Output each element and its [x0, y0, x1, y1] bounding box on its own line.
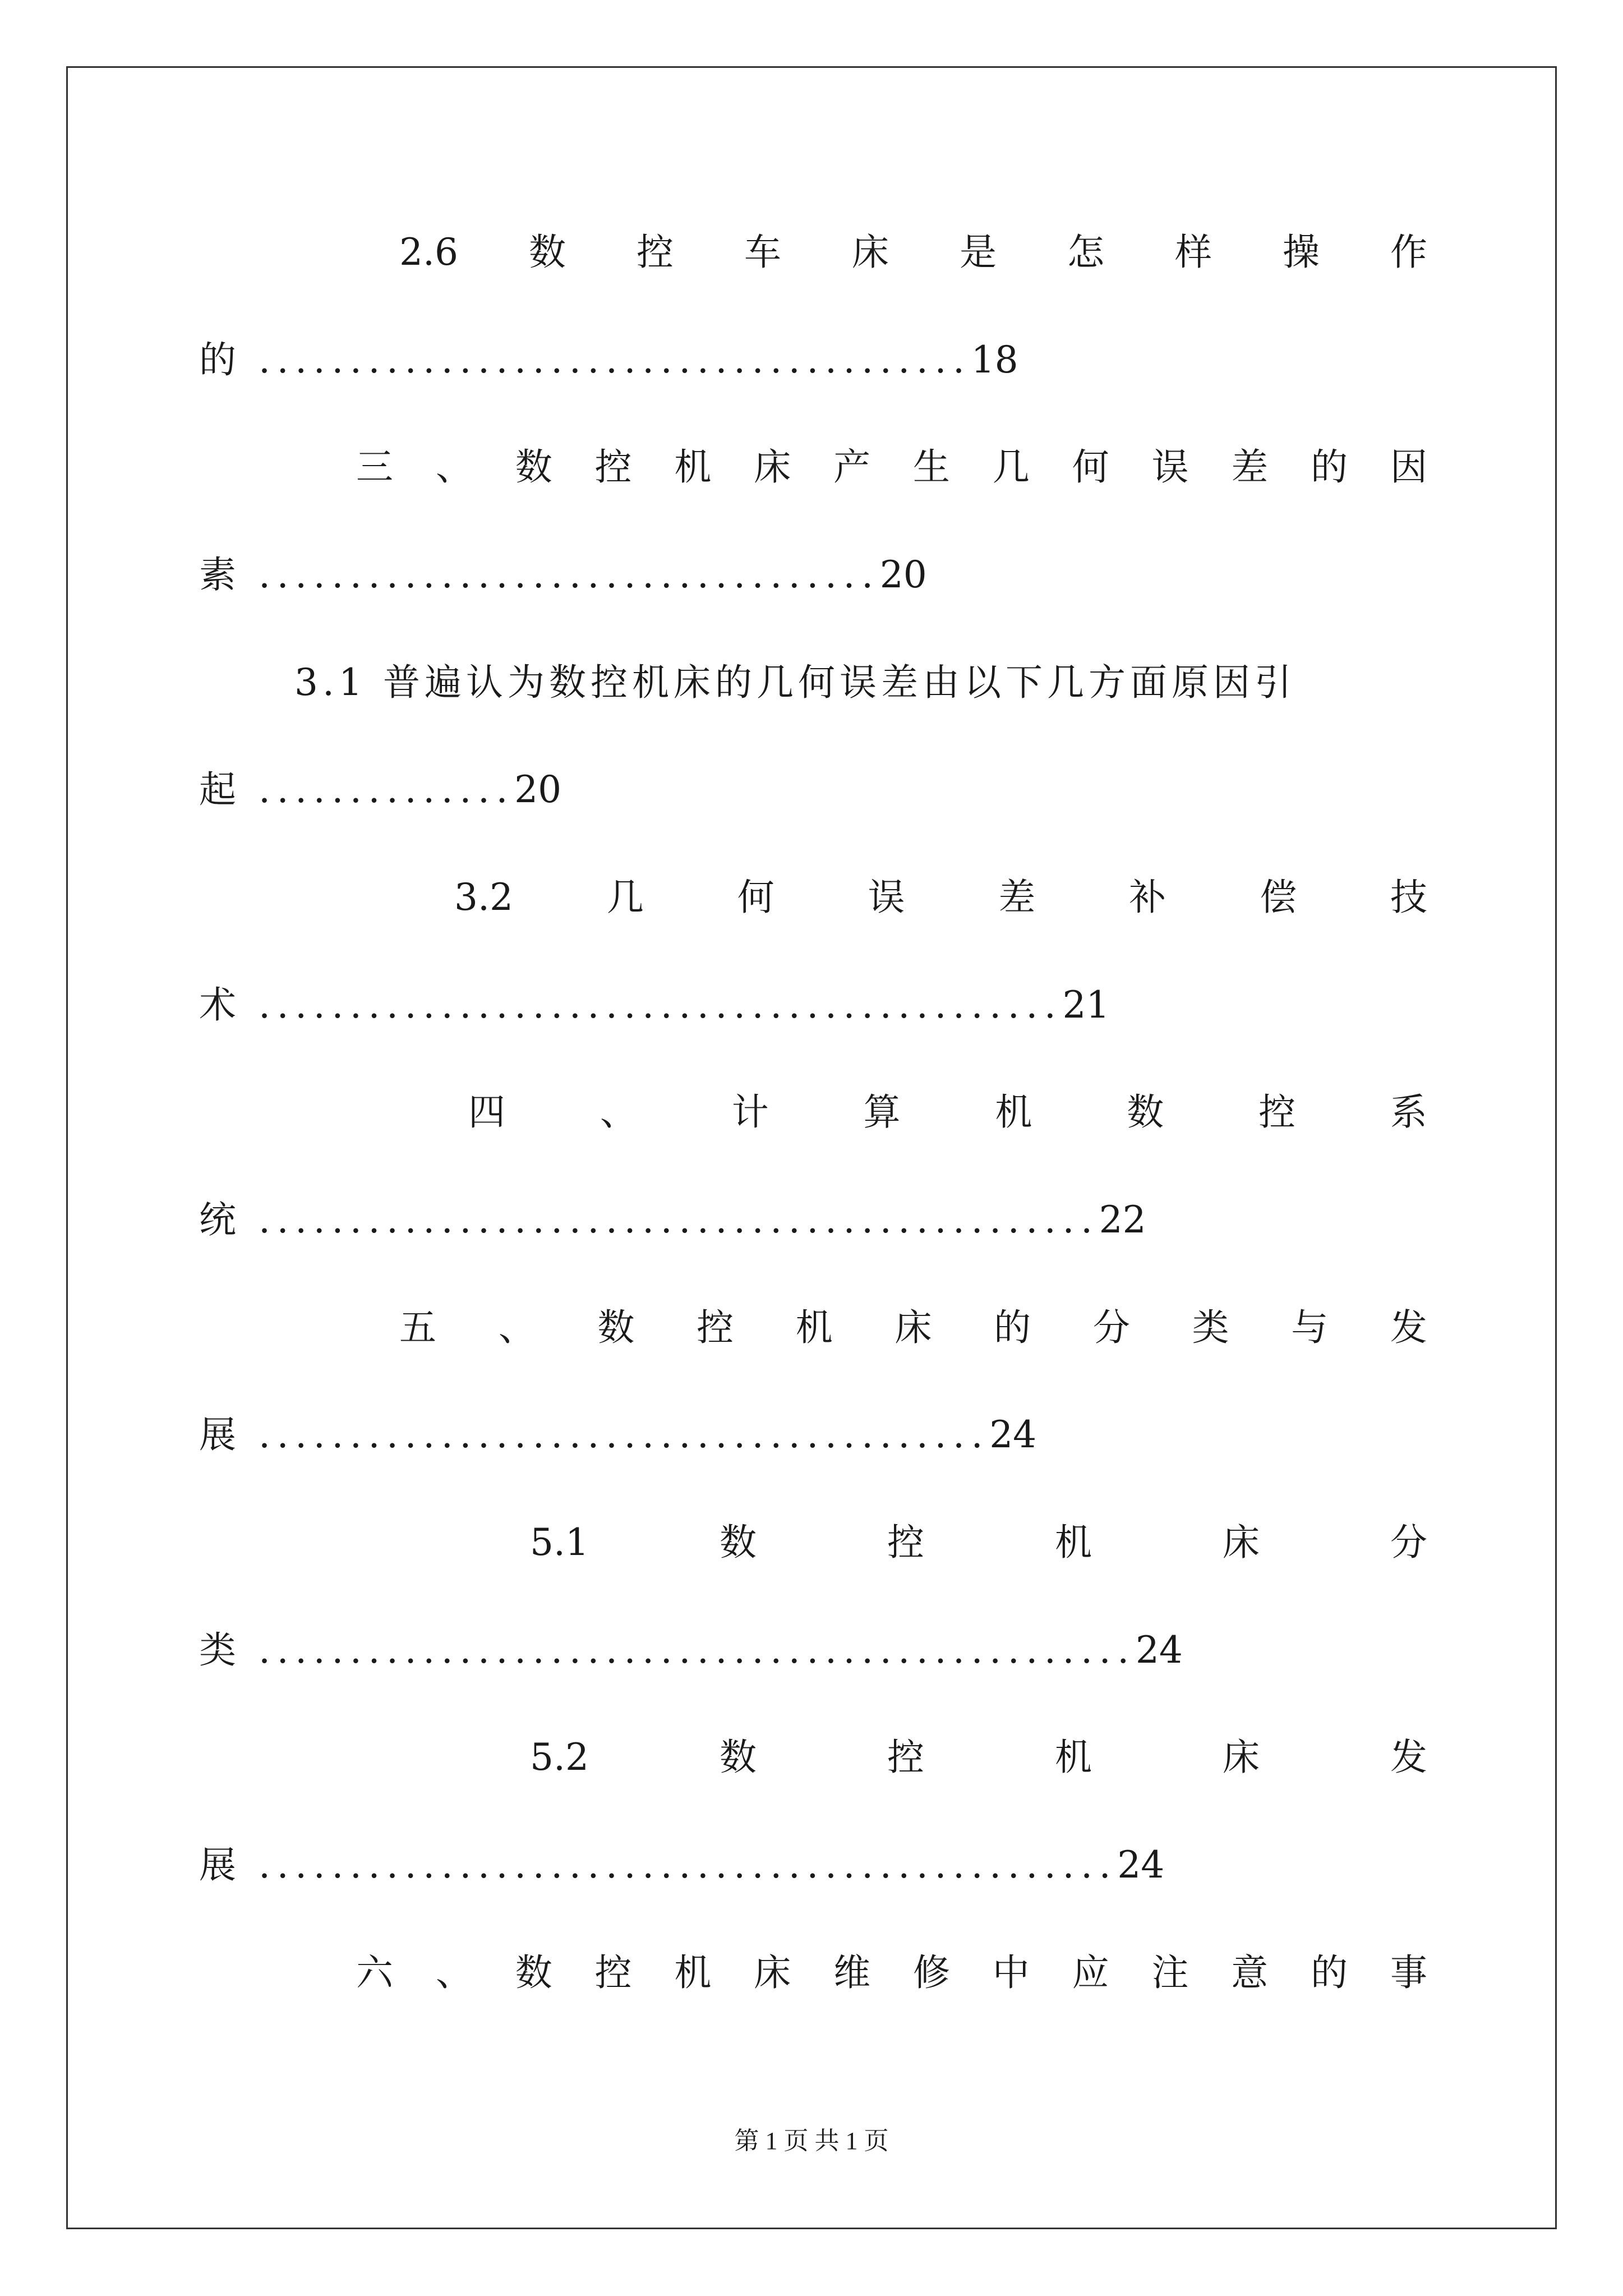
toc-page-number: 24 — [1117, 1843, 1165, 1887]
toc-page-number: 24 — [1135, 1628, 1183, 1672]
toc-heading-part: 床 — [895, 1306, 932, 1349]
toc-entry-chapter-4[interactable] — [199, 1192, 1427, 1248]
toc-tail: 的 — [199, 338, 236, 381]
toc-heading-part: 系 — [1390, 1091, 1427, 1134]
toc-heading-part: 误 — [868, 876, 905, 919]
toc-heading-part: 5.2 — [530, 1736, 589, 1779]
toc-heading-part: 是 — [959, 231, 997, 274]
toc-heading-part: 床 — [754, 1951, 791, 1994]
toc-heading-part: 样 — [1174, 231, 1212, 274]
toc-leader-dots: .............................................. — [259, 1198, 1099, 1241]
toc-heading-part: 五 — [399, 1306, 436, 1349]
toc-heading-part: 数 — [515, 1951, 552, 1994]
toc-heading-part: 算 — [863, 1091, 901, 1134]
toc-heading-part: 控 — [1258, 1091, 1296, 1134]
toc-page-number: 20 — [514, 768, 562, 811]
toc-heading-part: 数 — [515, 445, 552, 489]
toc-heading-part: 生 — [912, 445, 950, 489]
toc-tail: 展 — [199, 1843, 236, 1887]
toc-heading-part: 发 — [1390, 1736, 1427, 1779]
toc-page-number: 20 — [879, 553, 927, 596]
toc-leader-dots: .............. — [259, 768, 515, 811]
toc-leader-dots: ....................................... — [259, 338, 971, 381]
toc-heading-part: 控 — [887, 1736, 924, 1779]
toc-heading-part: 应 — [1072, 1951, 1109, 1994]
toc-heading-part: 控 — [887, 1521, 924, 1564]
toc-heading-chapter-6 — [356, 1945, 1427, 2001]
toc-heading-part: 车 — [744, 231, 781, 274]
toc-heading-part: 机 — [1054, 1736, 1092, 1779]
toc-entry-2-6[interactable] — [199, 332, 1427, 388]
toc-tail: 素 — [199, 553, 236, 596]
toc-entry-5-1[interactable] — [199, 1622, 1427, 1678]
toc-heading-part: 三 — [356, 445, 393, 489]
toc-heading-part: 维 — [833, 1951, 871, 1994]
toc-heading-5-1 — [530, 1515, 1427, 1571]
toc-heading-part: 的 — [1311, 445, 1348, 489]
toc-heading-part: 发 — [1390, 1306, 1427, 1349]
toc-heading-part: 数 — [597, 1306, 635, 1349]
toc-heading-part: 机 — [674, 1951, 712, 1994]
toc-heading-text: 3.1 普遍认为数控机床的几何误差由以下几方面原因引 — [294, 661, 1296, 704]
toc-heading-part: 3.2 — [454, 876, 513, 919]
toc-heading-part: 产 — [833, 445, 871, 489]
toc-heading-part: 、 — [435, 1951, 473, 1994]
toc-heading-part: 控 — [636, 231, 674, 274]
toc-heading-part: 作 — [1390, 231, 1427, 274]
toc-heading-part: 技 — [1390, 876, 1427, 919]
toc-entry-chapter-5[interactable] — [199, 1407, 1427, 1463]
toc-heading-part: 意 — [1231, 1951, 1269, 1994]
toc-heading-part: 中 — [992, 1951, 1030, 1994]
toc-leader-dots: ........................................ — [259, 1413, 990, 1456]
toc-heading-part: 的 — [1311, 1951, 1348, 1994]
toc-entry-3-2[interactable] — [199, 977, 1427, 1033]
toc-heading-part: 分 — [1390, 1521, 1427, 1564]
toc-heading-part: 控 — [594, 445, 632, 489]
toc-heading-part: 机 — [674, 445, 712, 489]
toc-heading-chapter-3 — [356, 439, 1427, 495]
toc-heading-part: 机 — [795, 1306, 833, 1349]
toc-heading-part: 操 — [1282, 231, 1320, 274]
toc-heading-chapter-4 — [468, 1084, 1427, 1140]
toc-tail: 展 — [199, 1413, 236, 1456]
toc-heading-part: 的 — [994, 1306, 1031, 1349]
toc-tail: 统 — [199, 1198, 236, 1241]
toc-heading-part: 修 — [912, 1951, 950, 1994]
toc-heading-2-6 — [399, 224, 1427, 280]
toc-heading-3-2 — [454, 869, 1427, 926]
toc-heading-part: 床 — [1222, 1736, 1260, 1779]
toc-heading-part: 床 — [851, 231, 889, 274]
toc-heading-part: 四 — [468, 1091, 505, 1134]
toc-heading-part: 数 — [719, 1736, 757, 1779]
toc-tail: 起 — [199, 768, 236, 811]
toc-heading-part: 何 — [737, 876, 774, 919]
page-footer: 第 1 页 共 1 页 — [734, 2127, 889, 2155]
toc-entry-chapter-3[interactable] — [199, 547, 1427, 603]
toc-heading-part: 类 — [1192, 1306, 1229, 1349]
toc-heading-part: 床 — [1222, 1521, 1260, 1564]
toc-heading-part: 误 — [1151, 445, 1189, 489]
toc-leader-dots: ................................................ — [259, 1628, 1136, 1672]
toc-heading-part: 因 — [1390, 445, 1427, 489]
toc-heading-part: 5.1 — [530, 1521, 589, 1564]
toc-heading-part: 数 — [528, 231, 566, 274]
toc-page-number: 24 — [989, 1413, 1037, 1456]
toc-heading-part: 事 — [1390, 1951, 1427, 1994]
toc-leader-dots: .................................. — [259, 553, 880, 596]
toc-heading-part: 计 — [731, 1091, 769, 1134]
toc-heading-part: 、 — [498, 1306, 536, 1349]
toc-page-number: 22 — [1099, 1198, 1146, 1241]
toc-tail: 类 — [199, 1628, 236, 1672]
toc-heading-part: 补 — [1129, 876, 1166, 919]
toc-leader-dots: ............................................ — [259, 983, 1063, 1027]
toc-heading-part: 与 — [1291, 1306, 1329, 1349]
toc-entry-3-1[interactable] — [199, 762, 1427, 818]
toc-heading-part: 机 — [995, 1091, 1032, 1134]
toc-heading-part: 几 — [606, 876, 644, 919]
toc-heading-part: 床 — [754, 445, 791, 489]
toc-page-number: 21 — [1062, 983, 1110, 1027]
toc-heading-5-2 — [530, 1729, 1427, 1786]
toc-heading-part: 差 — [998, 876, 1036, 919]
toc-heading-part: 、 — [600, 1091, 637, 1134]
page-frame — [66, 66, 1557, 2229]
toc-entry-5-2[interactable] — [199, 1837, 1427, 1893]
toc-heading-part: 何 — [1072, 445, 1109, 489]
toc-heading-part: 六 — [356, 1951, 393, 1994]
toc-heading-part: 怎 — [1067, 231, 1104, 274]
toc-heading-part: 几 — [992, 445, 1030, 489]
toc-heading-part: 注 — [1151, 1951, 1189, 1994]
toc-heading-part: 机 — [1054, 1521, 1092, 1564]
toc-heading-part: 2.6 — [399, 231, 458, 274]
toc-heading-chapter-5 — [399, 1300, 1427, 1356]
toc-leader-dots: ............................................... — [259, 1843, 1118, 1887]
toc-heading-part: 数 — [719, 1521, 757, 1564]
toc-heading-part: 数 — [1127, 1091, 1164, 1134]
toc-heading-part: 偿 — [1260, 876, 1297, 919]
toc-heading-part: 控 — [697, 1306, 734, 1349]
toc-heading-3-1 — [294, 655, 1430, 711]
toc-heading-part: 分 — [1092, 1306, 1130, 1349]
toc-heading-part: 、 — [435, 445, 473, 489]
toc-heading-part: 差 — [1231, 445, 1269, 489]
toc-heading-part: 控 — [594, 1951, 632, 1994]
toc-page-number: 18 — [971, 338, 1018, 381]
toc-tail: 术 — [199, 983, 236, 1027]
